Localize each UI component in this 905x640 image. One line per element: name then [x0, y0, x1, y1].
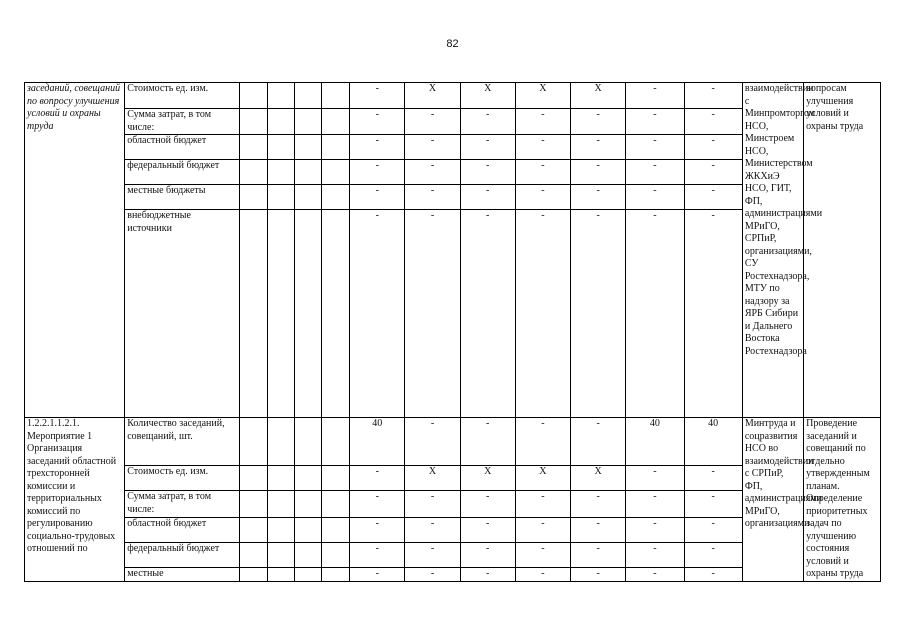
value-cell: -	[405, 185, 460, 210]
empty-cell	[239, 491, 268, 517]
empty-cell	[239, 160, 268, 185]
empty-cell	[294, 567, 321, 581]
value-cell: X	[405, 466, 460, 491]
empty-cell	[268, 185, 295, 210]
empty-cell	[321, 466, 350, 491]
empty-cell	[321, 567, 350, 581]
value-cell: -	[405, 210, 460, 418]
result-cell: Проведение заседаний и совещаний по отдельно утвержденным планам. Определение приоритетных задач по улучшению состояния условий и охраны труда	[804, 418, 881, 582]
value-cell: 40	[684, 418, 742, 466]
value-cell: -	[626, 160, 684, 185]
value-cell: -	[626, 210, 684, 418]
value-cell: -	[684, 185, 742, 210]
value-cell: -	[684, 542, 742, 567]
value-cell: -	[350, 466, 405, 491]
empty-cell	[321, 517, 350, 542]
executors-cell: взаимодействии с Минпромторгом НСО, Минстроем НСО, Министерством ЖКХиЭ НСО, ГИТ, ФП, администрациями МРиГО, СРПиР, организациями, СУ Ростехнадзора, МТУ по надзору за ЯРБ Сибири и Дальнего Востока Ростехнадзора	[742, 83, 803, 418]
value-cell: X	[515, 83, 570, 109]
indicator-label: Количество заседаний, совещаний, шт.	[125, 418, 240, 466]
value-cell: -	[350, 185, 405, 210]
value-cell: -	[684, 517, 742, 542]
value-cell: -	[515, 567, 570, 581]
value-cell: -	[626, 83, 684, 109]
empty-cell	[239, 542, 268, 567]
empty-cell	[239, 135, 268, 160]
value-cell: -	[350, 109, 405, 135]
value-cell: -	[460, 491, 515, 517]
value-cell: -	[515, 542, 570, 567]
indicator-label: федеральный бюджет	[125, 542, 240, 567]
value-cell: -	[350, 83, 405, 109]
value-cell: -	[350, 542, 405, 567]
empty-cell	[239, 210, 268, 418]
value-cell: -	[405, 491, 460, 517]
program-table	[24, 82, 881, 582]
indicator-label: местные бюджеты	[125, 185, 240, 210]
value-cell: 40	[350, 418, 405, 466]
activity-cell: 1.2.2.1.1.2.1. Мероприятие 1 Организация заседаний областной трехсторонней комиссии и территориальных комиссий по регулированию социально-трудовых отношений по	[25, 418, 125, 582]
empty-cell	[268, 542, 295, 567]
value-cell: -	[460, 210, 515, 418]
value-cell: -	[684, 160, 742, 185]
empty-cell	[321, 83, 350, 109]
indicator-label: Сумма затрат, в том числе:	[125, 109, 240, 135]
value-cell: -	[626, 466, 684, 491]
empty-cell	[294, 83, 321, 109]
empty-cell	[268, 109, 295, 135]
indicator-label: местные	[125, 567, 240, 581]
value-cell: -	[350, 210, 405, 418]
empty-cell	[239, 466, 268, 491]
value-cell: X	[460, 83, 515, 109]
empty-cell	[294, 160, 321, 185]
value-cell: X	[571, 83, 626, 109]
value-cell: -	[684, 109, 742, 135]
empty-cell	[294, 418, 321, 466]
value-cell: 40	[626, 418, 684, 466]
value-cell: -	[460, 418, 515, 466]
value-cell: -	[571, 160, 626, 185]
table-row	[25, 83, 881, 109]
empty-cell	[294, 185, 321, 210]
value-cell: X	[405, 83, 460, 109]
empty-cell	[321, 135, 350, 160]
value-cell: -	[405, 418, 460, 466]
value-cell: -	[515, 491, 570, 517]
value-cell: -	[460, 109, 515, 135]
value-cell: -	[515, 210, 570, 418]
empty-cell	[321, 109, 350, 135]
empty-cell	[239, 109, 268, 135]
empty-cell	[268, 491, 295, 517]
value-cell: -	[571, 109, 626, 135]
empty-cell	[294, 135, 321, 160]
empty-cell	[268, 135, 295, 160]
empty-cell	[268, 83, 295, 109]
value-cell: -	[626, 517, 684, 542]
value-cell: -	[460, 517, 515, 542]
indicator-label: Стоимость ед. изм.	[125, 83, 240, 109]
value-cell: -	[350, 160, 405, 185]
empty-cell	[268, 567, 295, 581]
empty-cell	[321, 160, 350, 185]
empty-cell	[294, 542, 321, 567]
value-cell: -	[460, 567, 515, 581]
indicator-label: Сумма затрат, в том числе:	[125, 491, 240, 517]
value-cell: -	[405, 517, 460, 542]
indicator-label: областной бюджет	[125, 135, 240, 160]
indicator-label: Стоимость ед. изм.	[125, 466, 240, 491]
value-cell: -	[571, 210, 626, 418]
value-cell: -	[460, 542, 515, 567]
value-cell: -	[350, 567, 405, 581]
value-cell: -	[460, 160, 515, 185]
value-cell: -	[515, 109, 570, 135]
value-cell: -	[515, 517, 570, 542]
value-cell: -	[515, 185, 570, 210]
indicator-label: федеральный бюджет	[125, 160, 240, 185]
empty-cell	[239, 185, 268, 210]
executors-cell: Минтруда и соцразвития НСО во взаимодействии с СРПиР, ФП, администрациями МРиГО, организациями	[742, 418, 803, 582]
value-cell: -	[350, 491, 405, 517]
value-cell: -	[350, 517, 405, 542]
empty-cell	[321, 185, 350, 210]
empty-cell	[294, 210, 321, 418]
value-cell: -	[515, 135, 570, 160]
value-cell: -	[684, 83, 742, 109]
value-cell: -	[684, 567, 742, 581]
value-cell: -	[350, 135, 405, 160]
value-cell: -	[626, 109, 684, 135]
value-cell: X	[460, 466, 515, 491]
value-cell: -	[405, 542, 460, 567]
value-cell: -	[571, 491, 626, 517]
empty-cell	[321, 418, 350, 466]
empty-cell	[321, 491, 350, 517]
value-cell: -	[571, 517, 626, 542]
value-cell: -	[626, 491, 684, 517]
empty-cell	[321, 210, 350, 418]
value-cell: -	[626, 135, 684, 160]
indicator-label: областной бюджет	[125, 517, 240, 542]
empty-cell	[268, 517, 295, 542]
table-row	[25, 418, 881, 466]
empty-cell	[239, 517, 268, 542]
value-cell: X	[515, 466, 570, 491]
empty-cell	[294, 109, 321, 135]
empty-cell	[268, 210, 295, 418]
value-cell: -	[626, 567, 684, 581]
value-cell: -	[405, 135, 460, 160]
value-cell: -	[460, 135, 515, 160]
value-cell: -	[571, 542, 626, 567]
empty-cell	[268, 466, 295, 491]
value-cell: -	[515, 418, 570, 466]
empty-cell	[268, 160, 295, 185]
value-cell: -	[571, 185, 626, 210]
activity-cell: заседаний, совещаний по вопросу улучшения условий и охраны труда	[25, 83, 125, 418]
empty-cell	[321, 542, 350, 567]
value-cell: -	[460, 185, 515, 210]
indicator-label: внебюджетные источники	[125, 210, 240, 418]
empty-cell	[294, 517, 321, 542]
value-cell: -	[571, 135, 626, 160]
value-cell: -	[684, 491, 742, 517]
page-number: 82	[446, 38, 459, 50]
empty-cell	[294, 491, 321, 517]
value-cell: -	[405, 567, 460, 581]
value-cell: -	[405, 109, 460, 135]
value-cell: -	[626, 542, 684, 567]
empty-cell	[239, 567, 268, 581]
value-cell: -	[405, 160, 460, 185]
value-cell: -	[571, 567, 626, 581]
empty-cell	[239, 83, 268, 109]
empty-cell	[294, 466, 321, 491]
value-cell: -	[684, 466, 742, 491]
empty-cell	[268, 418, 295, 466]
value-cell: X	[571, 466, 626, 491]
value-cell: -	[626, 185, 684, 210]
empty-cell	[239, 418, 268, 466]
value-cell: -	[515, 160, 570, 185]
value-cell: -	[684, 135, 742, 160]
value-cell: -	[571, 418, 626, 466]
value-cell: -	[684, 210, 742, 418]
result-cell: вопросам улучшения условий и охраны труда	[804, 83, 881, 418]
